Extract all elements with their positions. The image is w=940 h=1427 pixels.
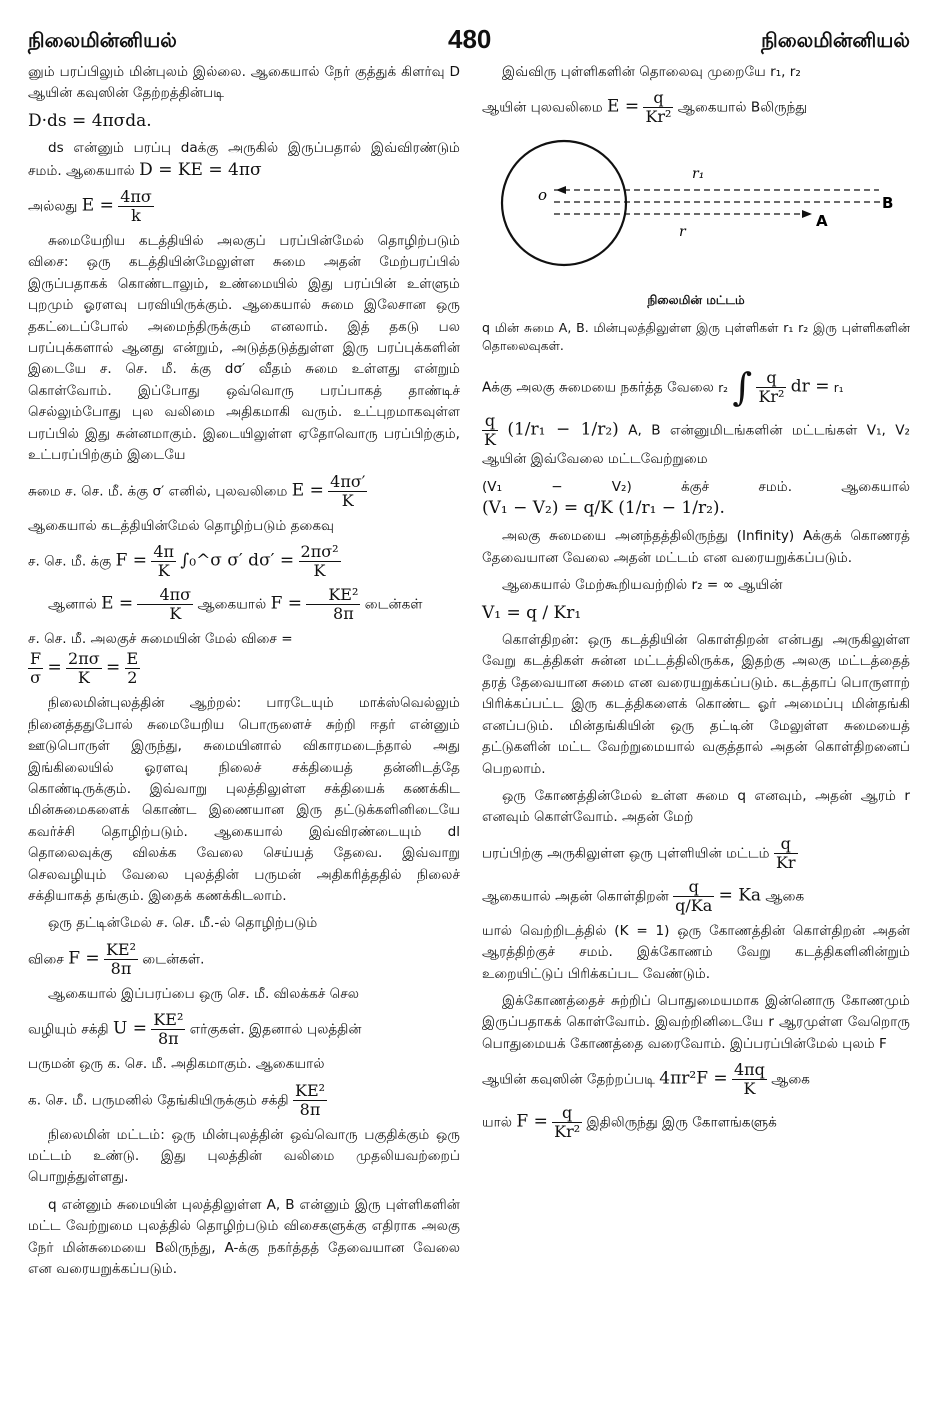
fraction: $\frac{F}{\sigma}$ bbox=[30, 649, 42, 688]
point-a-label: A bbox=[816, 212, 828, 231]
paragraph: விசை F = $\frac{\text{KE²}}{8\pi}$ டைன்கள். bbox=[28, 939, 205, 978]
integral-limits: r₂ bbox=[718, 380, 728, 395]
paragraph: யால் F = $\frac{q}{\text{Kr²}}$ இதிலிருந்து இரு கோளங்களுக் bbox=[482, 1103, 777, 1142]
paragraph: ஆகையால் மேற்கூறியவற்றில் r₂ = ∞ ஆயின் bbox=[502, 577, 783, 594]
paragraph: $\frac{q}{K}$ (1/r₁ − 1/r₂) A, B என்னுமிடங்களின் மட்டங்கள் V₁, V₂ ஆயின் இவ்வேலை மட்டவேற்றுமை bbox=[482, 411, 910, 468]
paragraph: அல்லது E = $\frac{4\pi\sigma}{k}$ bbox=[28, 187, 152, 226]
running-title-left: நிலைமின்னியல் bbox=[28, 28, 177, 52]
fraction: $\frac{4\pi\sigma}{k}$ bbox=[120, 187, 152, 226]
paragraph: ஆயின் கவுஸின் தேற்றப்படி 4πr²F = $\frac{4\pi q}{K}$ ஆகை bbox=[482, 1060, 811, 1099]
paragraph: க. செ. மீ. பருமனில் தேங்கியிருக்கும் சக்தி $\frac{\text{KE²}}{8\pi}$ bbox=[28, 1080, 326, 1119]
charged-sphere bbox=[502, 141, 626, 265]
figure-caption: நிலைமின் மட்டம் bbox=[647, 292, 745, 307]
paragraph: அலகு சுமையை அனந்தத்திலிருந்து (Infinity) Aக்குக் கொணரத் தேவையான வேலை அதன் மட்டம் என வரையறுக்கப்படும். bbox=[482, 528, 910, 566]
paragraph: (V₁ − V₂) க்குச் சமம். ஆகையால் (V₁ − V₂) = q/K (1/r₁ − 1/r₂). bbox=[482, 478, 910, 519]
paragraph: கொள்திறன்: ஒரு கடத்தியின் கொள்திறன் என்பது அருகிலுள்ள வேறு கடத்திகள் சுன்ன மட்டத்திலிருக்க, இதற்கு அலகு மட்டத்தைத் தரத் தேவையான சுமை என வரையறுக்கப்படும். கடத்தாப் பொருளாற் பிரிக்கப்பட்ட இரு கடத்திகளைக் கொண்ட ஓர் அமைப்பு மின்தங்கி எனப்படும். மின்தங்கியின் ஒரு தட்டின் மேலுள்ள சுமையைத் தட்டுகளின் மட்ட வேற்றுமையால் வகுத்தால் அதன் கொள்திறனைப் பெறலாம். bbox=[482, 632, 910, 777]
label-r: r bbox=[679, 224, 686, 241]
fraction: $\frac{q}{K}$ bbox=[484, 411, 496, 450]
fraction: $\frac{q}{q/Ka}$ bbox=[675, 876, 713, 915]
point-b-label: B bbox=[882, 194, 894, 213]
paragraph: நிலைமின் மட்டம்: ஒரு மின்புலத்தின் ஒவ்வொரு பகுதிக்கும் ஒரு மட்டம் உண்டு. இது புலத்தின் வலிமை முதலியவற்றைப் பொறுத்துள்ளது. bbox=[28, 1126, 460, 1186]
fraction: $\frac{\text{KE²}}{8\pi}$ bbox=[306, 586, 360, 623]
potential-diagram bbox=[494, 138, 894, 278]
fraction: $\frac{2\pi\sigma}{K}$ bbox=[68, 649, 100, 688]
paragraph: ds என்னும் பரப்பு daக்கு அருகில் இருப்பதால் இவ்விரண்டும் சமம். ஆகையால் D = KE = 4πσ bbox=[28, 140, 460, 180]
left-column bbox=[28, 62, 460, 1286]
paragraph: பரப்பிற்கு அருகிலுள்ள ஒரு புள்ளியின் மட்டம் $\frac{q}{Kr}$ bbox=[482, 833, 796, 872]
paragraph: யால் வெற்றிடத்தில் (K = 1) ஒரு கோணத்தின் கொள்திறன் அதன் ஆரத்திற்குச் சமம். இக்கோணம் வேறு கடத்திகளினின்றும் உறையிட்டுப் பிரிக்கப்பட வேண்டும். bbox=[482, 922, 910, 982]
fraction: $\frac{q}{\text{Kr²}}$ bbox=[554, 1103, 581, 1142]
paragraph: ஆகையால் கடத்தியின்மேல் தொழிற்படும் தகைவு bbox=[28, 517, 335, 534]
fraction: $\frac{E}{2}$ bbox=[126, 649, 139, 688]
fraction: $\frac{4\pi}{K}$ bbox=[153, 541, 175, 580]
equation: D = KE = 4πσ bbox=[139, 159, 262, 180]
paragraph: ச. செ. மீ. க்கு F = $\frac{4\pi}{K}$ ∫₀^σ σ′ dσ′ = $\frac{\text{2πσ²}}{K}$ bbox=[28, 541, 339, 580]
fraction: $\frac{\text{2πσ²}}{K}$ bbox=[300, 541, 339, 580]
paragraph: ஆகையால் அதன் கொள்திறன் $\frac{q}{q/Ka}$ = Ka ஆகை bbox=[482, 876, 805, 915]
running-title-right: நிலைமின்னியல் bbox=[761, 28, 910, 52]
paragraph: Aக்கு அலகு சுமையை நகர்த்த வேலை r₂ ∫ $\frac{q}{\text{Kr²}}$ dr = r₁ bbox=[482, 365, 844, 410]
paragraph: நிலைமின்புலத்தின் ஆற்றல்: பாரடேயும் மாக்ஸ்வெல்லும் நினைத்ததுபோல் சுமையேறிய பொருளைச் சுற்றி ஈதர் என்னும் ஊடுபொருள் இருந்து, சுமையினால் விகாரமடைந்தால் அது இங்கிலையில் ஓரளவு நிலைச் சக்தியைத் தன்னிடத்தே கொண்டிருக்கும். இவ்வாறு புலத்திலுள்ள சக்தியைக் கணக்கிட மின்சுமைகளைக் கொண்ட இணையான இரு தட்டுக்களினிடையே கவர்ச்சி தொழிற்படும். ஆகையால் இவ்விரண்டையும் dl தொலைவுக்கு விலக்க வேலை செய்யத் தேவை. இவ்வாறு செலவழியும் வேலை புலத்தின் பருமன் அதிகரித்ததில் நிலைச் சக்தியாகத் தங்கும். இதைக் கணக்கிடலாம். bbox=[28, 695, 460, 904]
fraction: $\frac{\text{KE²}}{8\pi}$ bbox=[294, 1080, 326, 1119]
paragraph: சுமையேறிய கடத்தியில் அலகுப் பரப்பின்மேல் தொழிற்படும் விசை: ஒரு கடத்தியின்மேலுள்ள சுமை அதன் மேற்பரப்பில் இருப்பதாகக் கொண்டாலும், உண்மையில் இது பரப்பின் உள்ளும் புறமும் ஓரளவு பரவியிருக்கும். ஆகையால் சுமை இலேசான ஒரு தகட்டைப்போல் அமைந்திருக்கும் எனலாம். இத் தகடு பல பரப்புக்களால் ஆனது என்றும், அடுத்தடுத்துள்ள இரு பரப்புக்களின் இடையே ச. செ. மீ. க்கு dσ′ வீதம் சுமை உள்ளது என்றும் கொள்வோம். இப்போது ஒவ்வொரு பரப்பாகத் தாண்டிச் செல்லும்போது புல வலிமை அதிகமாகி வரும். உட்புறமாகவுள்ள பரப்பில் இது சுன்னமாகும். இடையிலுள்ள ஏதோவொரு பரப்பிற்கும், உட்பரப்பிற்கும் இடையே bbox=[28, 233, 460, 464]
fraction: $\frac{4\pi q}{K}$ bbox=[733, 1060, 765, 1099]
paragraph: வழியும் சக்தி U = $\frac{\text{KE²}}{8\pi}$ எர்குகள். இதனால் புலத்தின் bbox=[28, 1010, 362, 1049]
paragraph: ஆகையால் இப்பரப்பை ஒரு செ. மீ. விலக்கச் செல bbox=[48, 985, 360, 1002]
paragraph: ஒரு கோணத்தின்மேல் உள்ள சுமை q எனவும், அதன் ஆரம் r எனவும் கொள்வோம். அதன் மேற் bbox=[482, 787, 910, 826]
paragraph: இக்கோணத்தைச் சுற்றிப் பொதுமையமாக இன்னொரு கோணமும் இருப்பதாகக் கொள்வோம். இவற்றினிடையே r ஆரமுள்ள வேறொரு பொதுமையக் கோணத்தை வரைவோம். இப்பரப்பின்மேல் புலம் F bbox=[482, 992, 910, 1052]
paragraph: பருமன் ஒரு க. செ. மீ. அதிகமாகும். ஆகையால் bbox=[28, 1056, 325, 1073]
point-o-label: o bbox=[538, 186, 548, 205]
page-number: 480 bbox=[448, 24, 492, 54]
fraction: $\frac{\text{KE²}}{8\pi}$ bbox=[153, 1010, 184, 1049]
paragraph: னும் பரப்பிலும் மின்புலம் இல்லை. ஆகையால் நேர் குத்துக் கிளர்வு D ஆயின் கவுஸின் தேற்றத்தின்படி bbox=[28, 64, 460, 102]
paragraph: q என்னும் சுமையின் புலத்திலுள்ள A, B என்னும் இரு புள்ளிகளின் மட்ட வேற்றுமை புலத்தில் தொழிற்படும் விசைகளுக்கு எதிராக அலகு நேர் மின்சுமையை Bலிருந்து, A-க்கு நகர்த்தத் தேவையான வேலை என வரையறுக்கப்படும். bbox=[28, 1196, 460, 1278]
arrow-head bbox=[802, 210, 812, 218]
equation: D·ds = 4πσda. bbox=[28, 110, 152, 131]
paragraph: இவ்விரு புள்ளிகளின் தொலைவு முறையே r₁, r₂ bbox=[502, 64, 801, 80]
fraction: $\frac{4\pi\sigma}{K}$ bbox=[137, 586, 193, 623]
integral-limits: r₁ bbox=[833, 380, 844, 395]
fraction: $\frac{\text{KE²}}{8\pi}$ bbox=[105, 939, 137, 978]
equation: V₁ = q / Kr₁ bbox=[482, 602, 582, 623]
fraction: $\frac{q}{Kr}$ bbox=[775, 833, 796, 872]
right-column bbox=[482, 62, 910, 1147]
paragraph: ச. செ. மீ. அலகுச் சுமையின் மேல் விசை = $\frac{F}{\sigma}$ = $\frac{2\pi\sigma}{K}$ = $\frac{E}{2}$ bbox=[28, 630, 293, 688]
fraction: $\frac{q}{\text{Kr²}}$ bbox=[645, 88, 672, 127]
figure-note: q மின் சுமை A, B. மின்புலத்திலுள்ள இரு புள்ளிகள் r₁ r₂ இரு புள்ளிகளின் தொலைவுகள். bbox=[482, 320, 910, 354]
paragraph: சுமை ச. செ. மீ. க்கு σ′ எனில், புலவலிமை E = $\frac{4\pi\sigma'}{K}$ bbox=[28, 471, 366, 510]
label-r1: r₁ bbox=[692, 166, 705, 183]
fraction: $\frac{q}{\text{Kr²}}$ bbox=[758, 368, 785, 407]
fraction: $\frac{4\pi\sigma'}{K}$ bbox=[330, 471, 366, 510]
arrow-head bbox=[556, 186, 566, 194]
integral-sign: ∫ bbox=[732, 365, 753, 410]
paragraph: ஒரு தட்டின்மேல் ச. செ. மீ.-ல் தொழிற்படும் bbox=[48, 915, 318, 932]
page-header bbox=[0, 0, 940, 60]
paragraph: ஆயின் புலவலிமை E = $\frac{q}{\text{Kr²}}$ ஆகையால் Bலிருந்து bbox=[482, 88, 808, 127]
paragraph: ஆனால் E = $\frac{4\pi\sigma}{K}$ ஆகையால் F = $\frac{\text{KE²}}{8\pi}$ டைன்கள் bbox=[48, 584, 423, 623]
